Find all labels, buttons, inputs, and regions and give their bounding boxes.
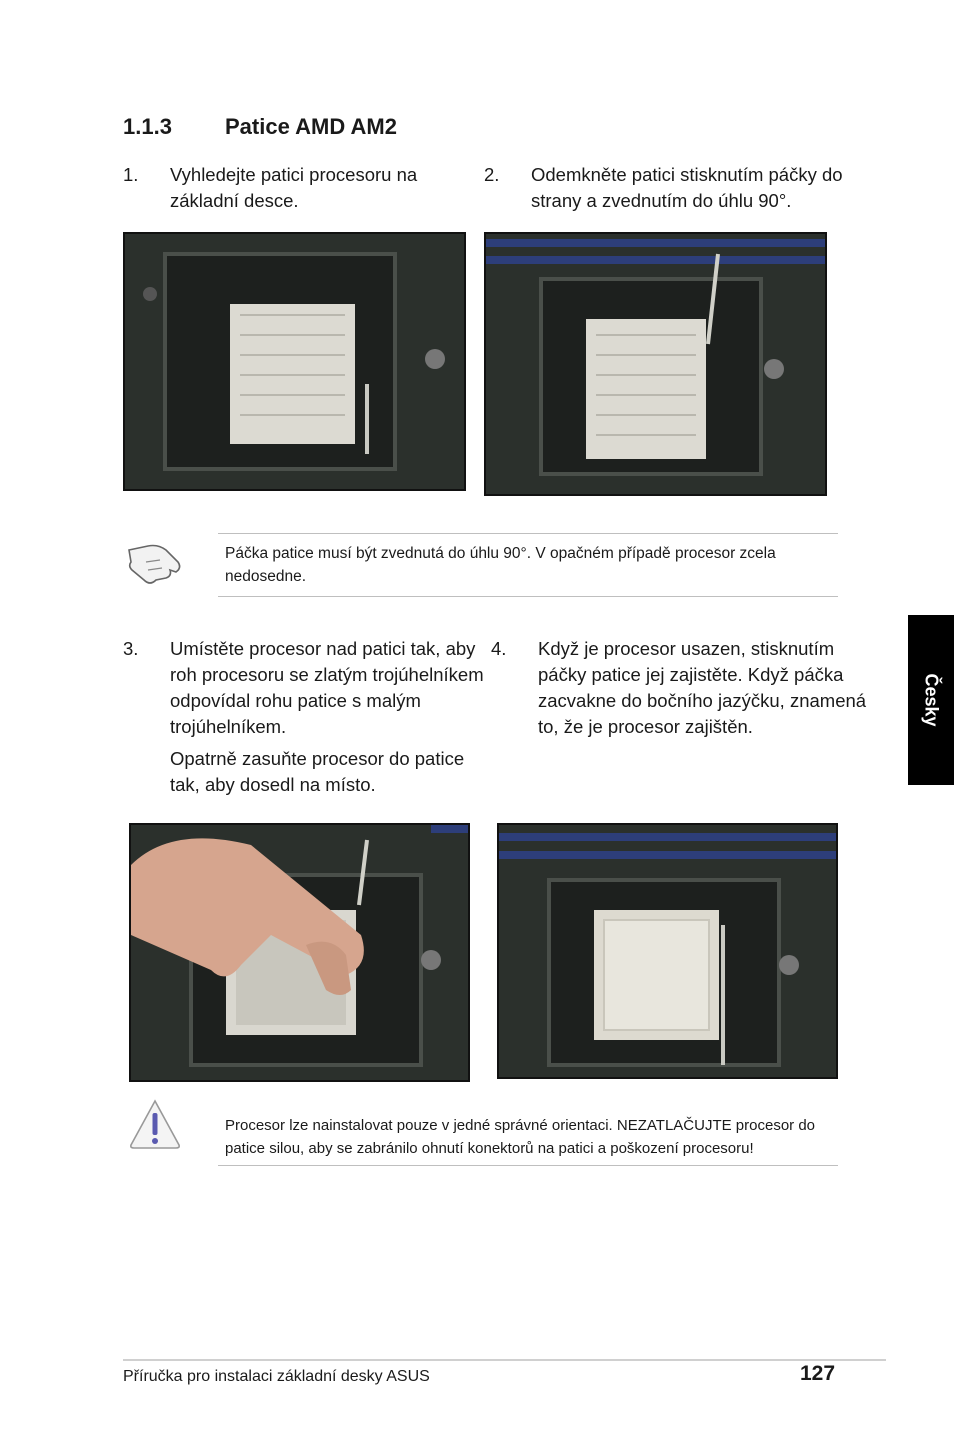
step-2-number: 2.: [484, 164, 500, 185]
photo-socket-located: [123, 232, 466, 491]
cpu-insert-image: [131, 825, 468, 1080]
step-3: [123, 636, 488, 798]
step-1-text: Vyhledejte patici procesoru na základní desce.: [170, 164, 418, 211]
note-top-rule: [218, 533, 838, 534]
step-4-text: Když je procesor usazen, stisknutím páčky patice jej zajistěte. Když páčka zacvakne do bočního jazýčku, znamená to, že je procesor zajištěn.: [538, 638, 867, 737]
step-3-text-continued: Opatrně zasuňte procesor do patice tak, aby dosedl na místo.: [170, 748, 465, 795]
warning-triangle-icon: [128, 1098, 182, 1150]
section-heading: [123, 114, 397, 140]
photo-cpu-locked: [497, 823, 838, 1079]
step-1-number: 1.: [123, 164, 139, 185]
footer-title: Příručka pro instalaci základní desky ASUS: [123, 1368, 430, 1385]
page-number: 127: [800, 1362, 836, 1385]
step-4-number: 4.: [491, 638, 507, 659]
side-tab-label: Česky: [921, 673, 942, 727]
warning-bottom-rule: [218, 1165, 838, 1166]
socket-lever-image: [486, 234, 825, 494]
step-2-text: Odemkněte patici stisknutím páčky do strany a zvednutím do úhlu 90°.: [531, 164, 843, 211]
step-2: [484, 162, 854, 214]
section-number: 1.1.3: [123, 114, 172, 139]
photo-lever-lifted: [484, 232, 827, 496]
warning-text: Procesor lze nainstalovat pouze v jedné správné orientaci. NEZATLAČUJTE procesor do patice silou, aby se zabránilo ohnutí konektorů na patici a poškození procesoru!: [225, 1117, 816, 1157]
socket-image: [125, 234, 464, 489]
hand-pointing-icon: [126, 540, 184, 588]
footer-rule: [123, 1359, 886, 1361]
step-4: [491, 636, 871, 740]
note-text: Páčka patice musí být zvednutá do úhlu 90°. V opačném případě procesor zcela nedosedne.: [225, 545, 776, 585]
language-side-tab: [908, 615, 954, 785]
cpu-locked-image: [499, 825, 836, 1077]
step-3-text: Umístěte procesor nad patici tak, aby roh procesoru se zlatým trojúhelníkem odpovídal rohu patice s malým trojúhelníkem.: [170, 638, 484, 737]
photo-cpu-insert: [129, 823, 470, 1082]
section-title: Patice AMD AM2: [225, 114, 397, 139]
note-bottom-rule: [218, 596, 838, 597]
step-1: [123, 162, 453, 214]
step-3-number: 3.: [123, 638, 139, 659]
